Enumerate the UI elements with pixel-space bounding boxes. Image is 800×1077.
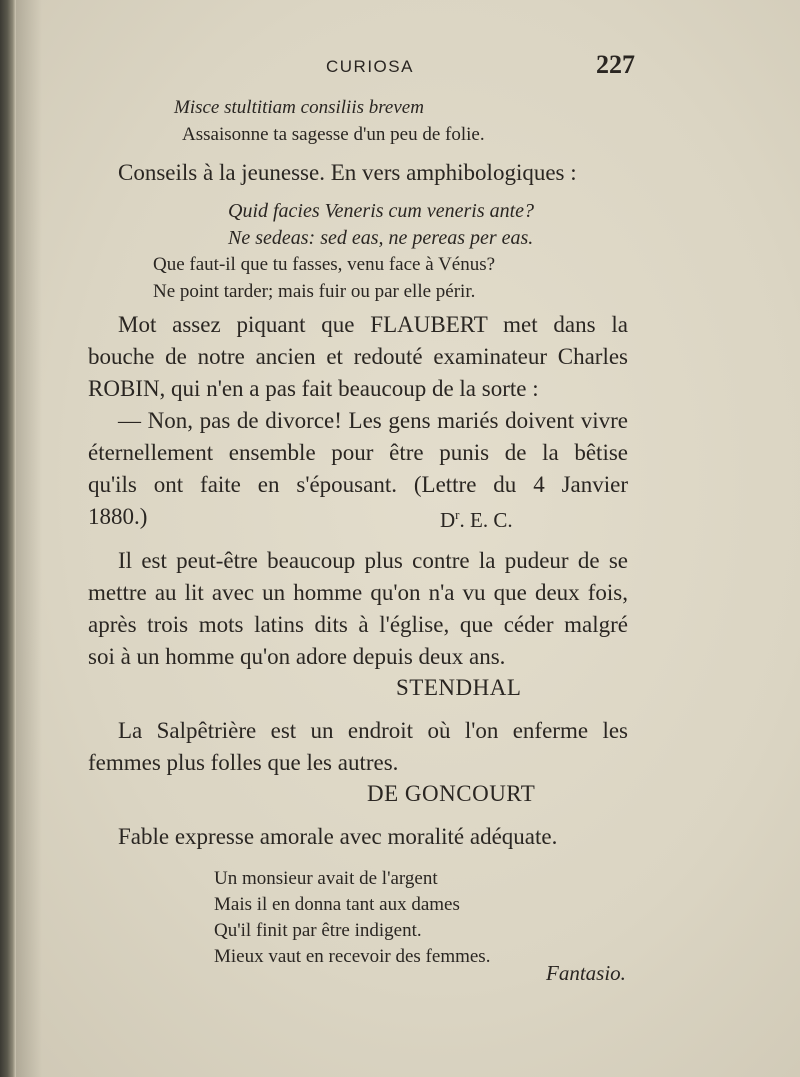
fable-intro: Fable expresse amorale avec moralité adéquate.	[118, 824, 558, 849]
verse-latin-2: Ne sedeas: sed eas, ne pereas per eas.	[228, 227, 534, 249]
flaubert-line-5: éternellement ensemble pour être punis de la bêtise	[88, 440, 628, 465]
page-number: 227	[596, 50, 635, 79]
stendhal-author: STENDHAL	[396, 675, 522, 700]
spine-shadow	[16, 0, 42, 1077]
flaubert-line-1: Mot assez piquant que FLAUBERT met dans la	[118, 312, 628, 337]
flaubert-line-3: ROBIN, qui n'en a pas fait beaucoup de la sorte :	[88, 376, 539, 401]
flaubert-line-2: bouche de notre ancien et redouté examinateur Charles	[88, 344, 628, 369]
flaubert-line-7: 1880.)	[88, 504, 148, 529]
flaubert-signature: $D^r$. E. C.	[440, 507, 513, 532]
fable-author: Fantasio.	[546, 961, 626, 985]
conseils-intro: Conseils à la jeunesse. En vers amphibologiques :	[118, 160, 577, 185]
verse-french-1: Que faut-il que tu fasses, venu face à Vénus?	[153, 254, 496, 275]
verse-french-2: Ne point tarder; mais fuir ou par elle périr.	[153, 281, 476, 302]
fable-verse-1: Un monsieur avait de l'argent	[214, 868, 438, 889]
stendhal-line-4: soi à un homme qu'on adore depuis deux ans.	[88, 644, 506, 669]
running-header: CURIOSA	[326, 57, 414, 76]
stendhal-line-2: mettre au lit avec un homme qu'on n'a vu que deux fois,	[88, 580, 628, 605]
goncourt-line-1: La Salpêtrière est un endroit où l'on enferme les	[118, 718, 628, 743]
motto-latin: Misce stultitiam consiliis brevem	[174, 97, 424, 118]
goncourt-author: DE GONCOURT	[367, 781, 536, 806]
verse-latin-1: Quid facies Veneris cum veneris ante?	[228, 200, 535, 222]
stendhal-line-1: Il est peut-être beaucoup plus contre la pudeur de se	[118, 548, 628, 573]
stendhal-line-3: après trois mots latins dits à l'église, que céder malgré	[88, 612, 628, 637]
fable-verse-3: Qu'il finit par être indigent.	[214, 920, 422, 941]
flaubert-line-6: qu'ils ont faite en s'épousant. (Lettre du 4 Janvier	[88, 472, 628, 497]
flaubert-line-4: — Non, pas de divorce! Les gens mariés doivent vivre	[118, 408, 628, 433]
book-spine	[0, 0, 16, 1077]
fable-verse-2: Mais il en donna tant aux dames	[214, 894, 460, 915]
motto-french: Assaisonne ta sagesse d'un peu de folie.	[182, 124, 485, 145]
goncourt-line-2: femmes plus folles que les autres.	[88, 750, 399, 775]
fable-verse-4: Mieux vaut en recevoir des femmes.	[214, 946, 491, 967]
